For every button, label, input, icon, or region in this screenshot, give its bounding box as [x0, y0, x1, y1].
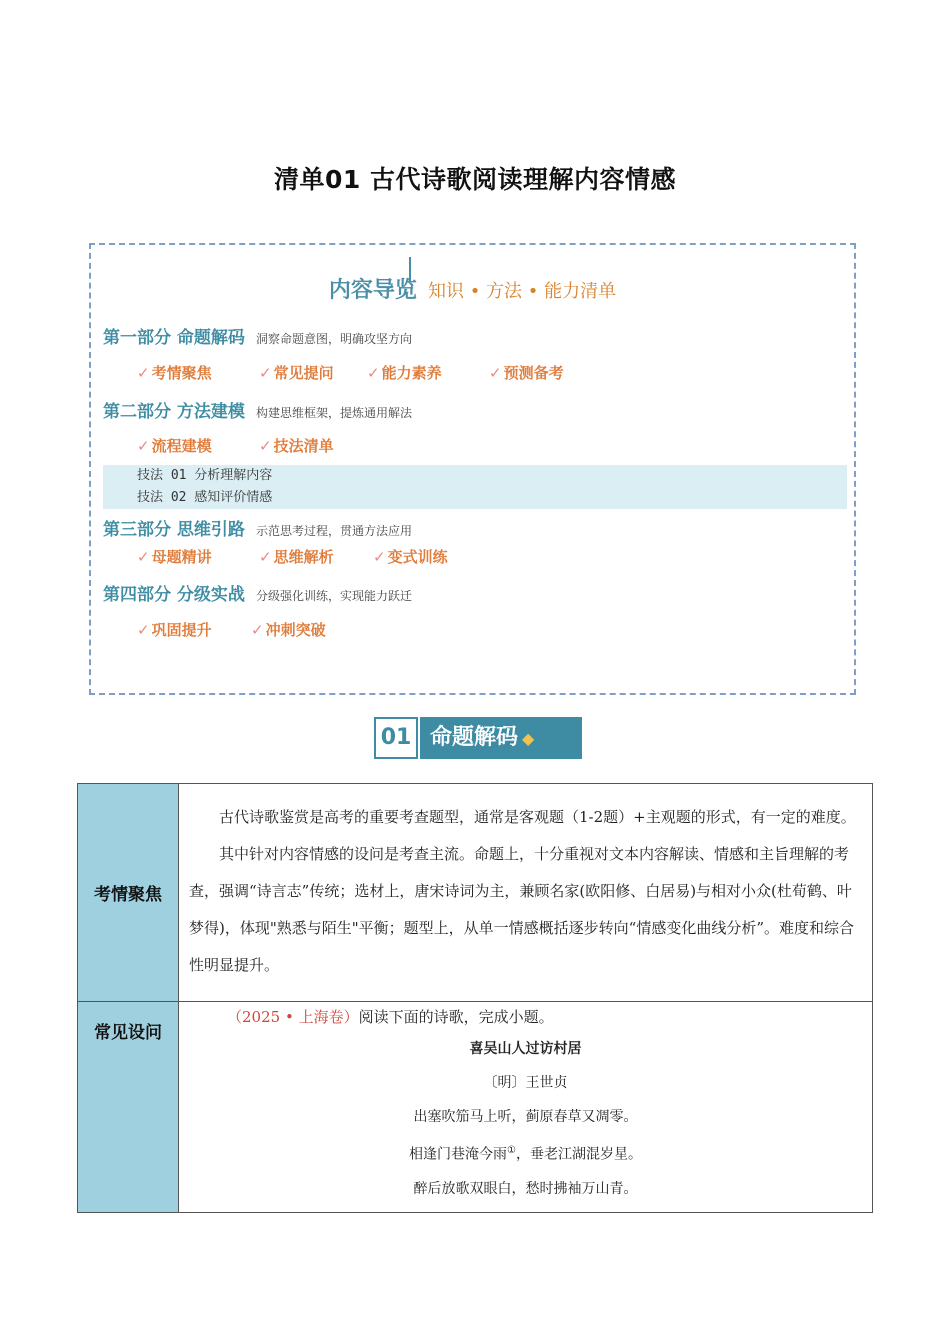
poem-line-part: 相逢门巷淹今雨	[409, 1146, 508, 1163]
tag-bianshi: 变式训练	[387, 548, 448, 566]
note-mark: ①	[507, 1145, 516, 1156]
tag-muti: 母题精讲	[151, 548, 212, 566]
check-icon: ✓	[259, 364, 272, 382]
check-icon: ✓	[373, 548, 386, 566]
source-close: ）	[343, 1008, 359, 1026]
section-label: 命题解码	[430, 725, 519, 750]
check-icon: ✓	[137, 364, 150, 382]
methods-list	[103, 465, 847, 509]
source-open: （	[227, 1008, 243, 1026]
row-label-changjian: 常见设问	[78, 1002, 179, 1213]
part-1-title: 第一部分 命题解码	[103, 328, 245, 348]
tag-jifa: 技法清单	[273, 437, 334, 455]
check-icon: ✓	[367, 364, 380, 382]
row-content-changjian	[179, 1002, 873, 1213]
check-icon: ✓	[137, 437, 150, 455]
poem-author: 〔明〕王世贞	[483, 1075, 568, 1091]
part-3	[103, 515, 412, 540]
tag-changjian: 常见提问	[273, 364, 334, 382]
part-2-title: 第二部分 方法建模	[103, 402, 245, 422]
tag-nengli: 能力素养	[381, 364, 442, 382]
content-guide-box	[89, 243, 856, 695]
exam-table	[77, 783, 873, 1213]
poem-line: 醉后放歌双眼白，愁时拂袖万山青。	[413, 1180, 638, 1197]
check-icon: ✓	[259, 548, 272, 566]
section-number: 01	[374, 717, 418, 759]
poem-line	[189, 1134, 862, 1172]
row-content-kaoqing	[179, 784, 873, 1002]
check-icon: ✓	[489, 364, 502, 382]
row-label-kaoqing: 考情聚焦	[78, 784, 179, 1002]
guide-subtitle: 知识 • 方法 • 能力清单	[427, 281, 617, 302]
tag-kaoqing: 考情聚焦	[151, 364, 212, 382]
part-3-desc: 示范思考过程，贯通方法应用	[256, 524, 413, 538]
instruction: 阅读下面的诗歌，完成小题。	[358, 1008, 554, 1026]
part-3-title: 第三部分 思维引路	[103, 520, 245, 540]
part-2-desc: 构建思维框架，提炼通用解法	[256, 406, 413, 420]
section-label-box	[420, 717, 582, 759]
paragraph: 其中针对内容情感的设问是考查主流。命题上，十分重视对文本内容解读、情感和主旨理解的考查，强调“诗言志”传统；选材上，唐宋诗词为主，兼顾名家(欧阳修、白居易)与相对小众(杜荀鹤、叶梦得)，体现"熟悉与陌生"平衡；题型上，从单一情感概括逐步转向“情感变化曲线分析”。难度和综合性明显提升。	[189, 845, 854, 974]
poem-line: 出塞吹笳马上听，蓟原春草又凋零。	[413, 1109, 638, 1125]
section-badge	[374, 717, 582, 761]
tag-siwei: 思维解析	[273, 548, 334, 566]
method-1: 技法 01 分析理解内容	[137, 468, 273, 483]
part-4-title: 第四部分 分级实战	[103, 585, 245, 605]
tag-gonggu: 巩固提升	[151, 621, 212, 639]
check-icon: ✓	[137, 621, 150, 639]
part-4-desc: 分级强化训练，实现能力跃迁	[256, 589, 413, 603]
part-1-desc: 洞察命题意图，明确攻坚方向	[256, 332, 413, 346]
check-icon: ✓	[259, 437, 272, 455]
source-year: 2025 • 上海卷	[242, 1008, 344, 1026]
guide-title: 内容导览	[328, 278, 417, 303]
poem-line-part: ，垂老江湖混岁星。	[515, 1146, 642, 1163]
check-icon: ✓	[251, 621, 264, 639]
guide-heading	[91, 273, 854, 304]
table-row	[78, 1002, 873, 1213]
paragraph: 古代诗歌鉴赏是高考的重要考查题型，通常是客观题（1-2题）+主观题的形式，有一定的难度。	[219, 808, 856, 826]
part-1	[103, 323, 412, 348]
question-intro	[189, 1002, 862, 1032]
table-row	[78, 784, 873, 1002]
tag-yuce: 预测备考	[503, 364, 564, 382]
part-2	[103, 397, 412, 422]
part-4	[103, 580, 412, 605]
diamond-icon: ◆	[522, 729, 535, 748]
method-2: 技法 02 感知评价情感	[137, 490, 273, 505]
poem-title: 喜吴山人过访村居	[469, 1041, 582, 1057]
check-icon: ✓	[137, 548, 150, 566]
tag-liucheng: 流程建模	[151, 437, 212, 455]
tag-chongci: 冲刺突破	[265, 621, 326, 639]
page-title: 清单01 古代诗歌阅读理解内容情感	[274, 165, 676, 194]
